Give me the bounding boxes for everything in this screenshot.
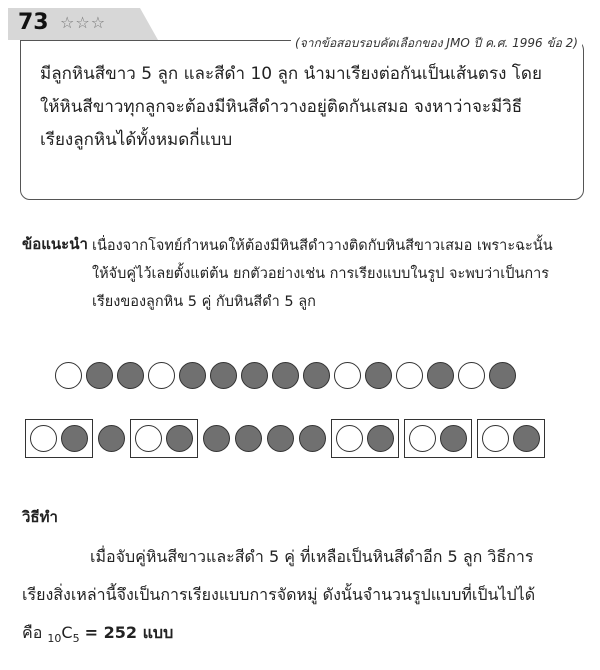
- problem-line: มีลูกหินสีขาว 5 ลูก และสีดำ 10 ลูก นำมาเรียงต่อกันเป็นเส้นตรง โดย: [40, 64, 542, 84]
- method-line: เรียงสิ่งเหล่านี้จึงเป็นการเรียงแบบการจัดหมู่ ดังนั้นจำนวนรูปแบบที่เป็นไปได้: [22, 585, 536, 604]
- stone-row-grouped: [25, 419, 545, 458]
- stone-pair-group: [477, 419, 545, 458]
- black-stone: [367, 425, 394, 452]
- comb-r: 5: [72, 632, 80, 646]
- black-stone: [166, 425, 193, 452]
- comb-c: C: [61, 623, 73, 642]
- black-stone: [117, 362, 144, 389]
- black-stone: [86, 362, 113, 389]
- stone-pair-group: [130, 419, 198, 458]
- stone-pair-group: [25, 419, 93, 458]
- black-stone: [235, 425, 262, 452]
- white-stone: [396, 362, 423, 389]
- stone-single: [98, 419, 125, 458]
- black-stone: [179, 362, 206, 389]
- stone-single: [299, 419, 326, 458]
- hint-line: ให้จับคู่ไว้เลยตั้งแต่ต้น ยกตัวอย่างเช่น การเรียงแบบในรูป จะพบว่าเป็นการ: [92, 266, 550, 282]
- method-result-prefix: คือ: [22, 623, 43, 642]
- black-stone: [98, 425, 125, 452]
- stone-pair-group: [331, 419, 399, 458]
- black-stone: [303, 362, 330, 389]
- method-text: [22, 538, 582, 658]
- hint-text: [92, 232, 582, 316]
- white-stone: [336, 425, 363, 452]
- answer: = 252 แบบ: [84, 623, 174, 642]
- problem-number: 73: [18, 10, 49, 35]
- hint-line: เรียงของลูกหิน 5 คู่ กับหินสีดำ 5 ลูก: [92, 294, 316, 310]
- black-stone: [440, 425, 467, 452]
- stone-row-example: [55, 362, 516, 389]
- stone-single: [235, 419, 262, 458]
- combination-expression: [47, 623, 80, 646]
- black-stone: [210, 362, 237, 389]
- black-stone: [365, 362, 392, 389]
- comb-n: 10: [47, 632, 62, 646]
- black-stone: [272, 362, 299, 389]
- stone-single: [267, 419, 294, 458]
- problem-line: เรียงลูกหินได้ทั้งหมดกี่แบบ: [40, 130, 233, 150]
- black-stone: [203, 425, 230, 452]
- black-stone: [61, 425, 88, 452]
- black-stone: [513, 425, 540, 452]
- problem-source: (จากข้อสอบรอบคัดเลือกของ JMO ปี ค.ศ. 1996 ข้อ 2): [291, 34, 582, 53]
- white-stone: [482, 425, 509, 452]
- black-stone: [489, 362, 516, 389]
- white-stone: [148, 362, 175, 389]
- white-stone: [334, 362, 361, 389]
- method-title: วิธีทำ: [22, 508, 58, 526]
- white-stone: [55, 362, 82, 389]
- black-stone: [267, 425, 294, 452]
- method-line: เมื่อจับคู่หินสีขาวและสีดำ 5 คู่ ที่เหลือเป็นหินสีดำอีก 5 ลูก วิธีการ: [90, 547, 534, 566]
- method-result: [22, 614, 582, 658]
- white-stone: [30, 425, 57, 452]
- white-stone: [409, 425, 436, 452]
- black-stone: [299, 425, 326, 452]
- stone-single: [203, 419, 230, 458]
- problem-statement: [40, 58, 570, 157]
- black-stone: [241, 362, 268, 389]
- stone-pair-group: [404, 419, 472, 458]
- problem-line: ให้หินสีขาวทุกลูกจะต้องมีหินสีดำวางอยู่ติดกันเสมอ จงหาว่าจะมีวิธี: [40, 97, 523, 117]
- hint-line: เนื่องจากโจทย์กำหนดให้ต้องมีหินสีดำวางติดกับหินสีขาวเสมอ เพราะฉะนั้น: [92, 238, 553, 254]
- white-stone: [458, 362, 485, 389]
- white-stone: [135, 425, 162, 452]
- difficulty-stars-icon: ☆☆☆: [60, 13, 107, 32]
- black-stone: [427, 362, 454, 389]
- hint-label: ข้อแนะนำ: [22, 235, 88, 253]
